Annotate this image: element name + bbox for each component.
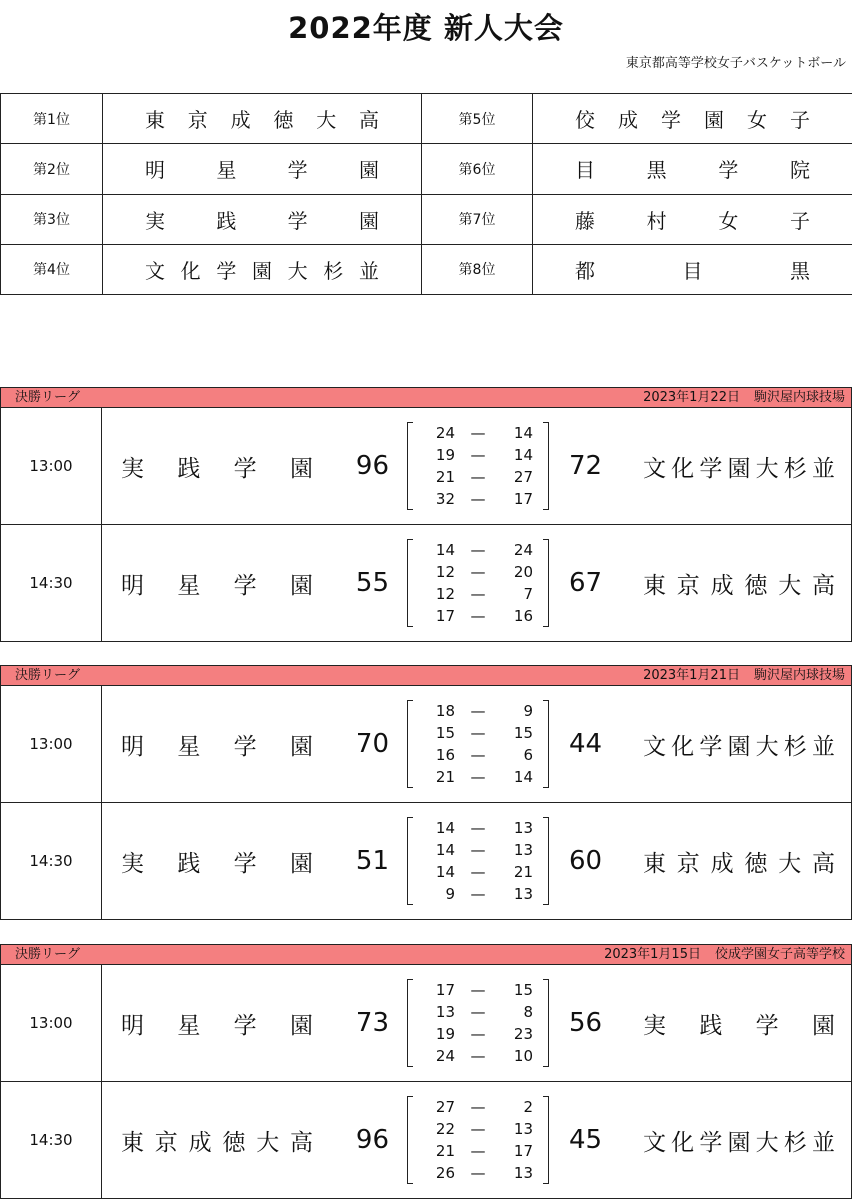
match-venue: 駒沢屋内球技場 (753, 668, 845, 683)
final-league-section-jan21 (0, 665, 852, 920)
period-score-b: 6 (523, 746, 533, 764)
period-score-b: 7 (523, 585, 533, 603)
period-score-a: 19 (435, 446, 455, 464)
team-a-score: 51 (355, 846, 389, 876)
period-scores (407, 817, 549, 905)
final-league-section-jan15 (0, 944, 852, 1199)
period-dash: — (470, 1098, 486, 1116)
team-b-score: 72 (569, 451, 603, 481)
period-score (407, 839, 549, 861)
period-score-a: 24 (435, 424, 455, 442)
rank-label: 第4位 (1, 244, 103, 294)
page-subtitle: 東京都高等学校女子バスケットボール (625, 56, 846, 71)
period-score (407, 861, 549, 883)
period-dash: — (470, 1142, 486, 1160)
match-date: 2023年1月22日 (643, 390, 740, 405)
period-score-a: 32 (435, 490, 455, 508)
period-score-b: 14 (513, 768, 533, 786)
period-score-a: 27 (435, 1098, 455, 1116)
league-label: 決勝リーグ (15, 947, 81, 962)
team-b-score: 45 (569, 1125, 603, 1155)
period-score-a: 12 (435, 563, 455, 581)
period-score (407, 1140, 549, 1162)
period-score (407, 488, 549, 510)
period-score (407, 444, 549, 466)
period-score (407, 722, 549, 744)
period-score-a: 17 (435, 981, 455, 999)
match-row (0, 686, 852, 803)
rank-team-name (103, 244, 422, 294)
rank-team-text: 文 化 学 園 大 杉 並 (145, 258, 379, 283)
period-score-a: 15 (435, 724, 455, 742)
period-score-b: 13 (513, 885, 533, 903)
period-score-b: 13 (513, 1120, 533, 1138)
rank-label: 第2位 (1, 144, 103, 194)
rank-label: 第6位 (422, 144, 533, 194)
team-b-score: 60 (569, 846, 603, 876)
match-time: 14:30 (1, 803, 102, 919)
period-dash: — (470, 819, 486, 837)
match-time: 14:30 (1, 525, 102, 641)
period-score-b: 21 (513, 863, 533, 881)
period-score (407, 583, 549, 605)
period-score-a: 14 (435, 863, 455, 881)
period-score-b: 14 (513, 446, 533, 464)
rankings-table (0, 93, 852, 295)
match-row (0, 525, 852, 642)
match-time: 13:00 (1, 965, 102, 1081)
section-header (0, 944, 852, 965)
period-scores (407, 539, 549, 627)
period-score (407, 605, 549, 627)
period-score-a: 9 (445, 885, 455, 903)
period-dash: — (470, 446, 486, 464)
period-dash: — (470, 490, 486, 508)
rank-team-text: 佼 成 学 園 女 子 (575, 108, 810, 133)
period-score (407, 883, 549, 905)
period-score-a: 13 (435, 1003, 455, 1021)
period-dash: — (470, 424, 486, 442)
team-a-name: 実 践 学 園 (121, 850, 313, 877)
period-score-a: 26 (435, 1164, 455, 1182)
period-score-b: 16 (513, 607, 533, 625)
period-score-a: 16 (435, 746, 455, 764)
team-a-name: 明 星 学 園 (121, 572, 313, 599)
team-b-name: 文 化 学 園 大 杉 並 (643, 455, 835, 482)
period-score-b: 17 (513, 1142, 533, 1160)
team-a-score: 73 (355, 1008, 389, 1038)
period-score-a: 17 (435, 607, 455, 625)
period-score (407, 817, 549, 839)
match-time: 13:00 (1, 686, 102, 802)
rank-label: 第1位 (1, 94, 103, 144)
date-venue (643, 666, 845, 685)
final-league-section-jan22 (0, 387, 852, 642)
team-a-name: 実 践 学 園 (121, 455, 313, 482)
period-score (407, 1162, 549, 1184)
period-score-b: 13 (513, 819, 533, 837)
period-dash: — (470, 768, 486, 786)
period-scores (407, 979, 549, 1067)
period-dash: — (470, 563, 486, 581)
date-venue (643, 388, 845, 407)
period-score-a: 19 (435, 1025, 455, 1043)
period-score-b: 8 (523, 1003, 533, 1021)
period-score (407, 422, 549, 444)
period-score-b: 23 (513, 1025, 533, 1043)
period-score (407, 744, 549, 766)
match-venue: 佼成学園女子高等学校 (714, 947, 845, 962)
period-score (407, 1096, 549, 1118)
date-venue (604, 945, 845, 964)
match-date: 2023年1月15日 (604, 947, 701, 962)
period-dash: — (470, 1164, 486, 1182)
period-score-a: 22 (435, 1120, 455, 1138)
period-dash: — (470, 1047, 486, 1065)
period-score-a: 24 (435, 1047, 455, 1065)
team-a-score: 55 (355, 568, 389, 598)
period-dash: — (470, 541, 486, 559)
period-score-b: 10 (513, 1047, 533, 1065)
period-score-b: 2 (523, 1098, 533, 1116)
section-header (0, 387, 852, 408)
rank-team-text: 実 践 学 園 (145, 208, 379, 233)
period-dash: — (470, 1120, 486, 1138)
rank-team-name (103, 144, 422, 194)
rank-label: 第8位 (422, 244, 533, 294)
rank-team-name (533, 194, 852, 244)
period-dash: — (470, 585, 486, 603)
team-b-score: 44 (569, 729, 603, 759)
period-score (407, 539, 549, 561)
ranking-row (1, 244, 852, 294)
period-score-a: 21 (435, 1142, 455, 1160)
rank-team-text: 藤 村 女 子 (575, 208, 810, 233)
period-score (407, 1118, 549, 1140)
ranking-row (1, 94, 852, 144)
team-a-score: 70 (355, 729, 389, 759)
period-dash: — (470, 702, 486, 720)
period-dash: — (470, 746, 486, 764)
period-score-b: 15 (513, 724, 533, 742)
match-row (0, 965, 852, 1082)
team-b-name: 東 京 成 徳 大 高 (643, 850, 835, 877)
period-score-b: 14 (513, 424, 533, 442)
period-dash: — (470, 1003, 486, 1021)
team-b-name: 文 化 学 園 大 杉 並 (643, 1129, 835, 1156)
period-score-a: 12 (435, 585, 455, 603)
league-label: 決勝リーグ (15, 390, 81, 405)
team-a-name: 東 京 成 徳 大 高 (121, 1129, 313, 1156)
period-score-b: 9 (523, 702, 533, 720)
rank-team-text: 目 黒 学 院 (575, 158, 810, 183)
period-score (407, 1045, 549, 1067)
rank-team-text: 都 目 黒 (575, 258, 810, 283)
period-dash: — (470, 607, 486, 625)
period-score (407, 561, 549, 583)
match-venue: 駒沢屋内球技場 (753, 390, 845, 405)
period-score (407, 1001, 549, 1023)
period-dash: — (470, 885, 486, 903)
period-scores (407, 700, 549, 788)
period-dash: — (470, 863, 486, 881)
period-score-b: 17 (513, 490, 533, 508)
period-score (407, 1023, 549, 1045)
period-dash: — (470, 724, 486, 742)
period-score-b: 20 (513, 563, 533, 581)
match-row (0, 803, 852, 920)
match-time: 14:30 (1, 1082, 102, 1198)
period-dash: — (470, 468, 486, 486)
period-dash: — (470, 981, 486, 999)
rank-team-name (103, 94, 422, 144)
team-b-score: 56 (569, 1008, 603, 1038)
period-score-a: 21 (435, 468, 455, 486)
team-a-name: 明 星 学 園 (121, 1012, 313, 1039)
match-date: 2023年1月21日 (643, 668, 740, 683)
period-dash: — (470, 1025, 486, 1043)
period-score-a: 14 (435, 819, 455, 837)
rank-team-text: 明 星 学 園 (145, 158, 379, 183)
period-score-a: 18 (435, 702, 455, 720)
match-row (0, 1082, 852, 1199)
page-title: 2022年度 新人大会 (288, 11, 564, 45)
match-time: 13:00 (1, 408, 102, 524)
rank-label: 第3位 (1, 194, 103, 244)
period-score-b: 13 (513, 841, 533, 859)
rank-team-name (533, 144, 852, 194)
period-score-a: 14 (435, 841, 455, 859)
match-row (0, 408, 852, 525)
period-score-a: 21 (435, 768, 455, 786)
team-a-name: 明 星 学 園 (121, 733, 313, 760)
rank-team-text: 東 京 成 徳 大 高 (145, 108, 379, 133)
team-b-name: 東 京 成 徳 大 高 (643, 572, 835, 599)
period-score (407, 766, 549, 788)
period-score (407, 700, 549, 722)
period-score (407, 979, 549, 1001)
period-score (407, 466, 549, 488)
rank-label: 第7位 (422, 194, 533, 244)
rank-label: 第5位 (422, 94, 533, 144)
team-b-name: 文 化 学 園 大 杉 並 (643, 733, 835, 760)
team-b-name: 実 践 学 園 (643, 1012, 835, 1039)
period-score-b: 15 (513, 981, 533, 999)
ranking-row (1, 194, 852, 244)
league-label: 決勝リーグ (15, 668, 81, 683)
team-a-score: 96 (355, 451, 389, 481)
rank-team-name (103, 194, 422, 244)
rank-team-name (533, 244, 852, 294)
team-a-score: 96 (355, 1125, 389, 1155)
period-scores (407, 1096, 549, 1184)
team-b-score: 67 (569, 568, 603, 598)
period-dash: — (470, 841, 486, 859)
section-header (0, 665, 852, 686)
ranking-row (1, 144, 852, 194)
period-scores (407, 422, 549, 510)
period-score-b: 24 (513, 541, 533, 559)
period-score-b: 27 (513, 468, 533, 486)
rank-team-name (533, 94, 852, 144)
period-score-b: 13 (513, 1164, 533, 1182)
period-score-a: 14 (435, 541, 455, 559)
